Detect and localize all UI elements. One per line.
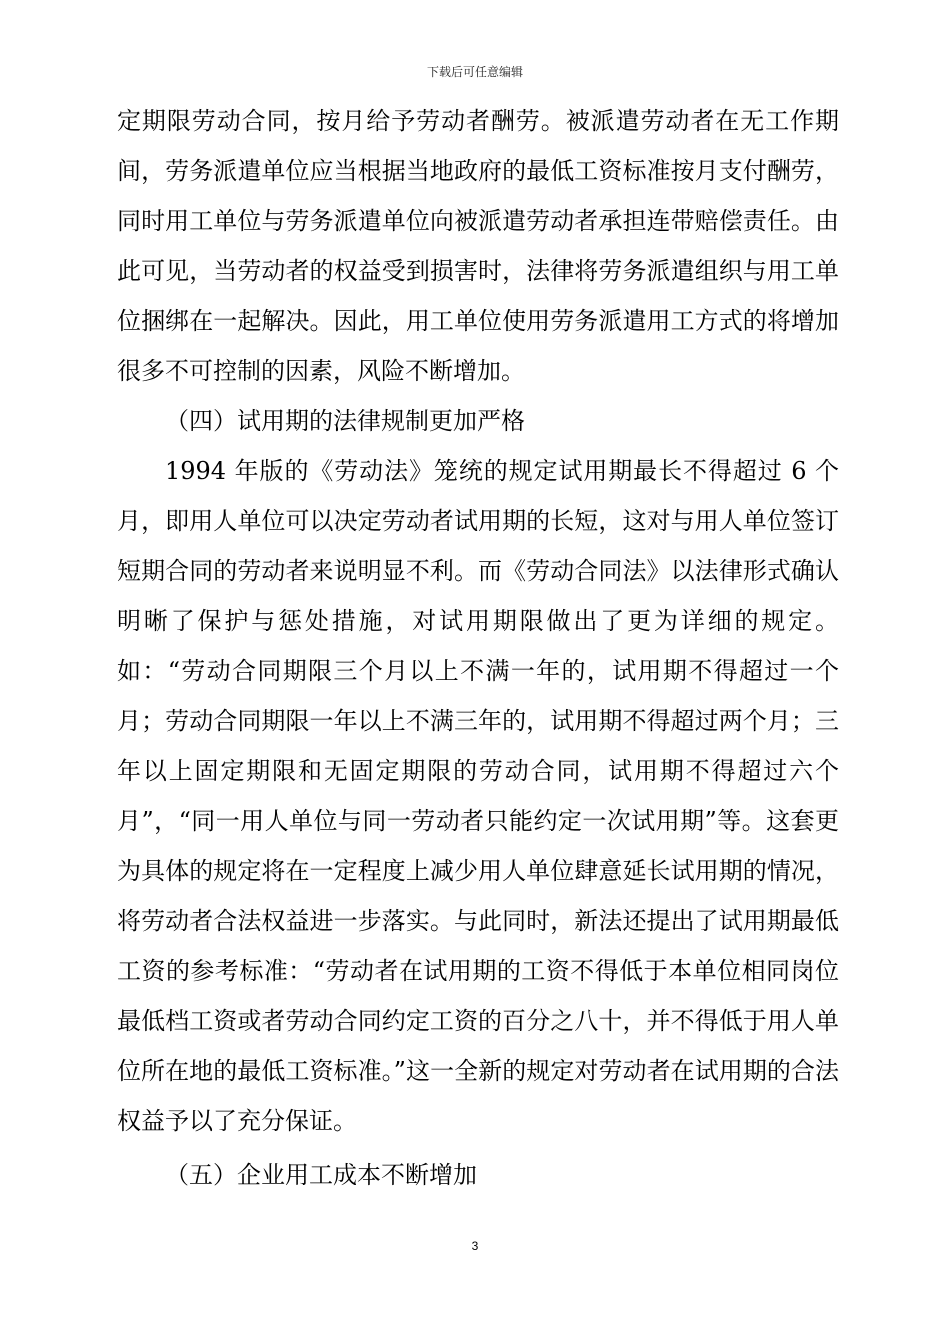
page-number: 3: [471, 1239, 479, 1253]
paragraph-probation: 1994 年版的《劳动法》笼统的规定试用期最长不得超过 6 个月，即用人单位可以决定劳动者试用期的长短，这对与用人单位签订短期合同的劳动者来说明显不利。而《劳动合同法》以法律形式确认明晰了保护与惩处措施，对试用期限做出了更为详细的规定。如：“劳动合同期限三个月以上不满一年的，试用期不得超过一个月；劳动合同期限一年以上不满三年的，试用期不得超过两个月；三年以上固定期限和无固定期限的劳动合同，试用期不得超过六个月”，“同一用人单位与同一劳动者只能约定一次试用期”等。这套更为具体的规定将在一定程度上减少用人单位肆意延长试用期的情况，将劳动者合法权益进一步落实。与此同时，新法还提出了试用期最低工资的参考标准：“劳动者在试用期的工资不得低于本单位相同岗位最低档工资或者劳动合同约定工资的百分之八十，并不得低于用人单位所在地的最低工资标准。”这一全新的规定对劳动者在试用期的合法权益予以了充分保证。: [117, 457, 839, 1135]
section-heading-5: （五）企业用工成本不断增加: [165, 1161, 477, 1189]
document-body: [117, 96, 839, 1200]
section-heading-4: （四）试用期的法律规制更加严格: [165, 407, 525, 435]
header-note: 下载后可任意编辑: [426, 65, 523, 79]
paragraph-continued: 定期限劳动合同，按月给予劳动者酬劳。被派遣劳动者在无工作期间，劳务派遣单位应当根据当地政府的最低工资标准按月支付酬劳，同时用工单位与劳务派遣单位向被派遣劳动者承担连带赔偿责任。由此可见，当劳动者的权益受到损害时，法律将劳务派遣组织与用工单位捆绑在一起解决。因此，用工单位使用劳务派遣用工方式的将增加很多不可控制的因素，风险不断增加。: [117, 107, 839, 385]
